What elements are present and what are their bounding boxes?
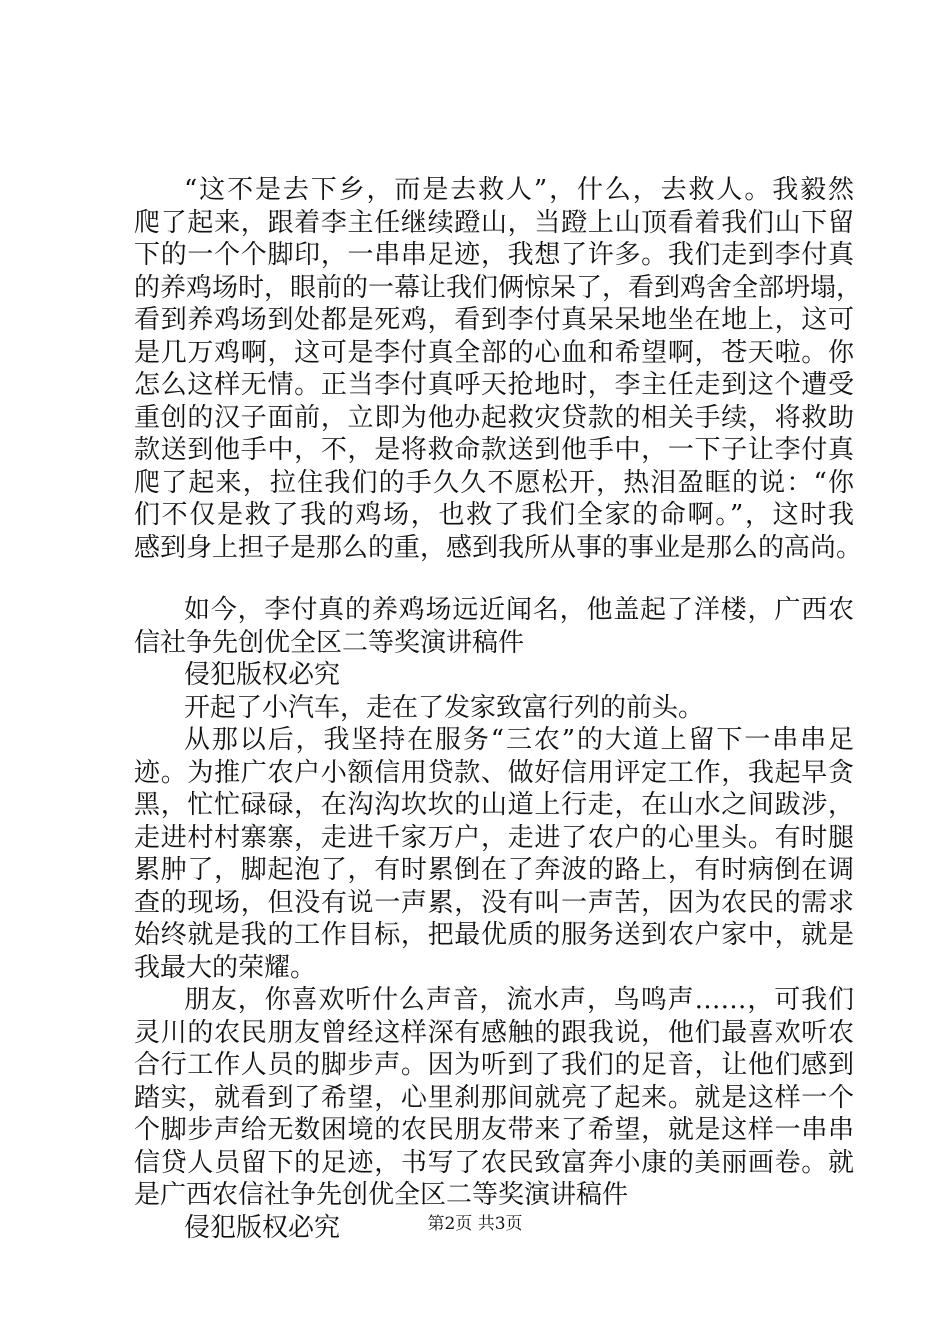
paragraph-gap <box>134 564 854 594</box>
text-line: 下的一个个脚印，一串串足迹，我想了许多。我们走到李付真 <box>134 240 854 270</box>
text-line: 的养鸡场时，眼前的一幕让我们俩惊呆了，看到鸡舍全部坍塌， <box>134 272 863 303</box>
text-line: 从那以后，我坚持在服务“三农”的大道上留下一串串足 <box>184 725 854 755</box>
text-line: 踏实，就看到了希望，心里刹那间就亮了起来。就是这样一个 <box>134 1082 854 1113</box>
text-line: 合行工作人员的脚步声。因为听到了我们的足音，让他们感到 <box>134 1050 854 1080</box>
text-line: 看到养鸡场到处都是死鸡，看到李付真呆呆地坐在地上，这可 <box>134 305 854 335</box>
text-line: 们不仅是救了我的鸡场，也救了我们全家的命啊。”，这时我 <box>134 500 854 530</box>
text-line: 怎么这样无情。正当李付真呼天抢地时，李主任走到这个遭受 <box>134 370 854 400</box>
text-line: 累肿了，脚起泡了，有时累倒在了奔波的路上，有时病倒在调 <box>134 855 854 885</box>
page-number: 第2页 共3页 <box>427 1214 523 1234</box>
text-line: 感到身上担子是那么的重，感到我所从事的事业是那么的高尚。 <box>134 532 863 563</box>
paragraph-nowadays <box>134 594 854 659</box>
text-line: 灵川的农民朋友曾经这样深有感触的跟我说，他们最喜欢听农 <box>134 1017 854 1048</box>
text-line: 信社争先创优全区二等奖演讲稿件 <box>134 627 525 658</box>
text-line: 朋友，你喜欢听什么声音，流水声，鸟鸣声……，可我们 <box>184 985 854 1015</box>
text-line: 重创的汉子面前，立即为他办起救灾贷款的相关手续，将救助 <box>134 402 854 433</box>
text-line: 个脚步声给无数困境的农民朋友带来了希望，就是这样一串串 <box>134 1115 854 1145</box>
text-line: 爬了起来，拉住我们的手久久不愿松开，热泪盈眶的说：“你 <box>134 467 854 498</box>
copyright-notice: 侵犯版权必究 <box>184 660 341 690</box>
text-line: 是广西农信社争先创优全区二等奖演讲稿件 <box>134 1180 629 1210</box>
text-line: “这不是去下乡，而是去救人”，什么，去救人。我毅然 <box>184 175 854 205</box>
text-line: 走进村村寨寨，走进千家万户，走进了农户的心里头。有时腿 <box>134 822 854 853</box>
text-line: 爬了起来，跟着李主任继续蹬山，当蹬上山顶看着我们山下留 <box>134 207 854 238</box>
copyright-notice: 侵犯版权必究 <box>184 1212 341 1243</box>
paragraph-friends <box>134 984 854 1212</box>
text-line: 款送到他手中，不，是将救命款送到他手中，一下子让李付真 <box>134 435 854 465</box>
text-line: 如今，李付真的养鸡场远近闻名，他盖起了洋楼，广西农 <box>184 595 854 625</box>
paragraph-rescue <box>134 174 863 564</box>
text-line: 查的现场，但没有说一声累，没有叫一声苦，因为农民的需求 <box>134 887 854 918</box>
text-line: 我最大的荣耀。 <box>134 952 317 983</box>
text-line: 是几万鸡啊，这可是李付真全部的心血和希望啊，苍天啦。你 <box>134 337 854 368</box>
text-line: 黑，忙忙碌碌，在沟沟坎坎的山道上行走，在山水之间跋涉， <box>134 790 854 820</box>
text-line: 迹。为推广农户小额信用贷款、做好信用评定工作，我起早贪 <box>134 757 854 788</box>
text-line: 始终就是我的工作目标，把最优质的服务送到农户家中，就是 <box>134 920 854 950</box>
text-line: 开起了小汽车，走在了发家致富行列的前头。 <box>184 692 705 723</box>
document-body <box>134 174 863 1244</box>
text-line: 信贷人员留下的足迹，书写了农民致富奔小康的美丽画卷。就 <box>134 1147 854 1178</box>
paragraph-since-then <box>134 724 854 984</box>
